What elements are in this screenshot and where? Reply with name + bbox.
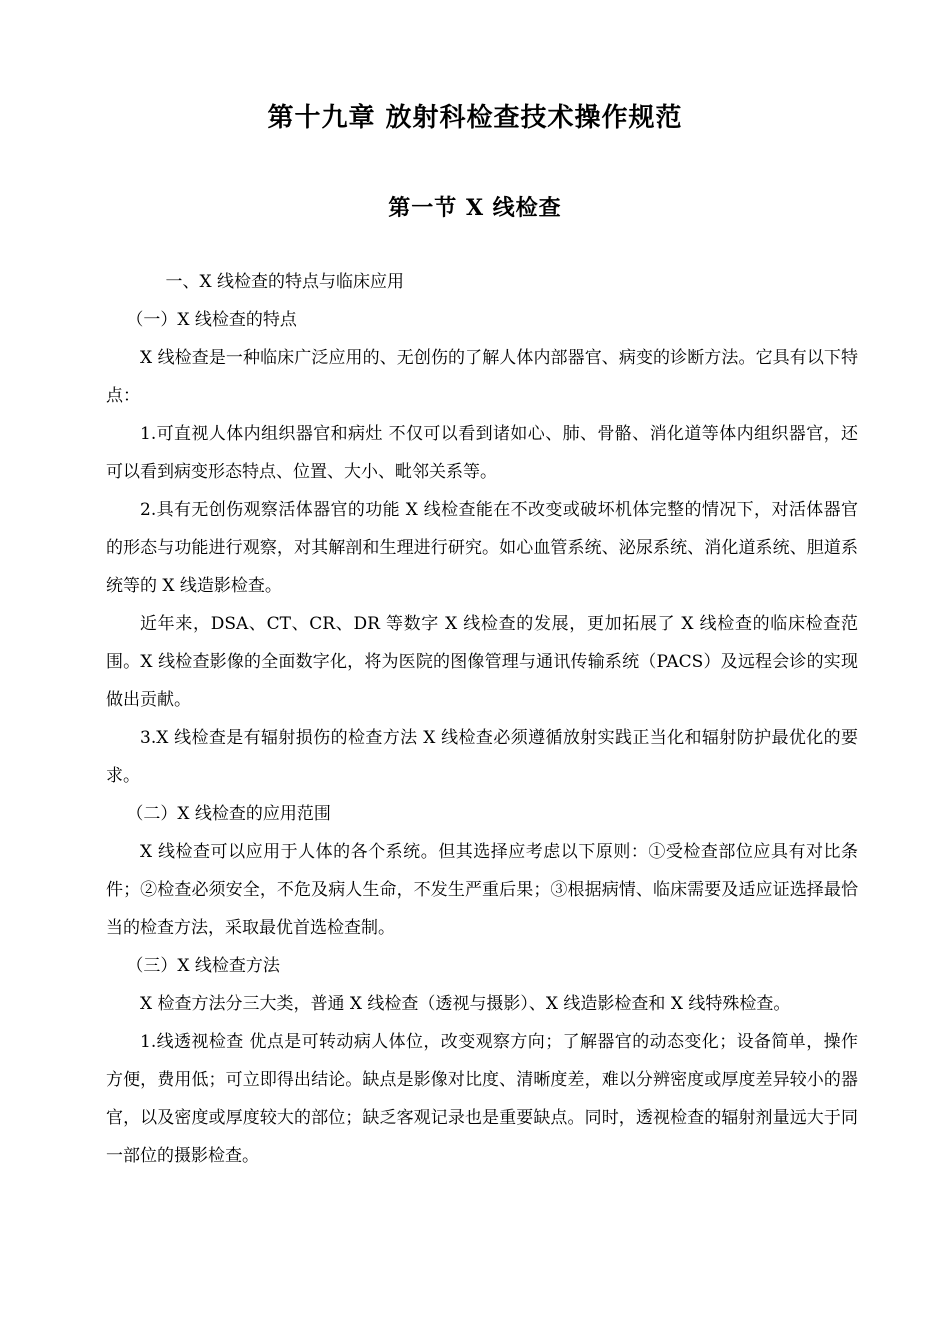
paragraph-intro: X 线检查是一种临床广泛应用的、无创伤的了解人体内部器官、病变的诊断方法。它具有以下特点： [106, 348, 858, 406]
subheading-methods: （三）X 线检查方法 [126, 956, 280, 976]
subheading-application-scope: （二）X 线检查的应用范围 [126, 804, 331, 824]
document-body [106, 263, 858, 1175]
subheading-features: （一）X 线检查的特点 [126, 310, 297, 330]
paragraph-methods-overview: X 检查方法分三大类，普通 X 线检查（透视与摄影）、X 线造影检查和 X 线特殊检查。 [140, 994, 791, 1014]
paragraph-application-principles: X 线检查可以应用于人体的各个系统。但其选择应考虑以下原则：①受检查部位应具有对比条件；②检查必须安全，不危及病人生命，不发生严重后果；③根据病情、临床需要及适应证选择最恰当的检查方法，采取最优首选检查制。 [106, 842, 858, 938]
section-title: 第一节 X 线检查 [388, 195, 562, 221]
heading-features-and-applications: 一、X 线检查的特点与临床应用 [165, 272, 405, 292]
paragraph-fluoroscopy: 1.线透视检查 优点是可转动病人体位，改变观察方向；了解器官的动态变化；设备简单，操作方便，费用低；可立即得出结论。缺点是影像对比度、清晰度差，难以分辨密度或厚度差异较小的器官，以及密度或厚度较大的部位；缺乏客观记录也是重要缺点。同时，透视检查的辐射剂量远大于同一部位的摄影检查。 [106, 1032, 858, 1166]
paragraph-point-3: 3.X 线检查是有辐射损伤的检查方法 X 线检查必须遵循放射实践正当化和辐射防护最优化的要求。 [106, 728, 858, 786]
paragraph-point-1: 1.可直视人体内组织器官和病灶 不仅可以看到诸如心、肺、骨骼、消化道等体内组织器官，还可以看到病变形态特点、位置、大小、毗邻关系等。 [106, 424, 858, 482]
paragraph-point-2: 2.具有无创伤观察活体器官的功能 X 线检查能在不改变或破坏机体完整的情况下，对活体器官的形态与功能进行观察，对其解剖和生理进行研究。如心血管系统、泌尿系统、消化道系统、胆道系统等的 X 线造影检查。 [106, 500, 858, 596]
chapter-title: 第十九章 放射科检查技术操作规范 [267, 103, 683, 133]
paragraph-digital-xray: 近年来，DSA、CT、CR、DR 等数字 X 线检查的发展，更加拓展了 X 线检查的临床检查范围。X 线检查影像的全面数字化，将为医院的图像管理与通讯传输系统（PACS）及远程会诊的实现做出贡献。 [106, 614, 858, 710]
